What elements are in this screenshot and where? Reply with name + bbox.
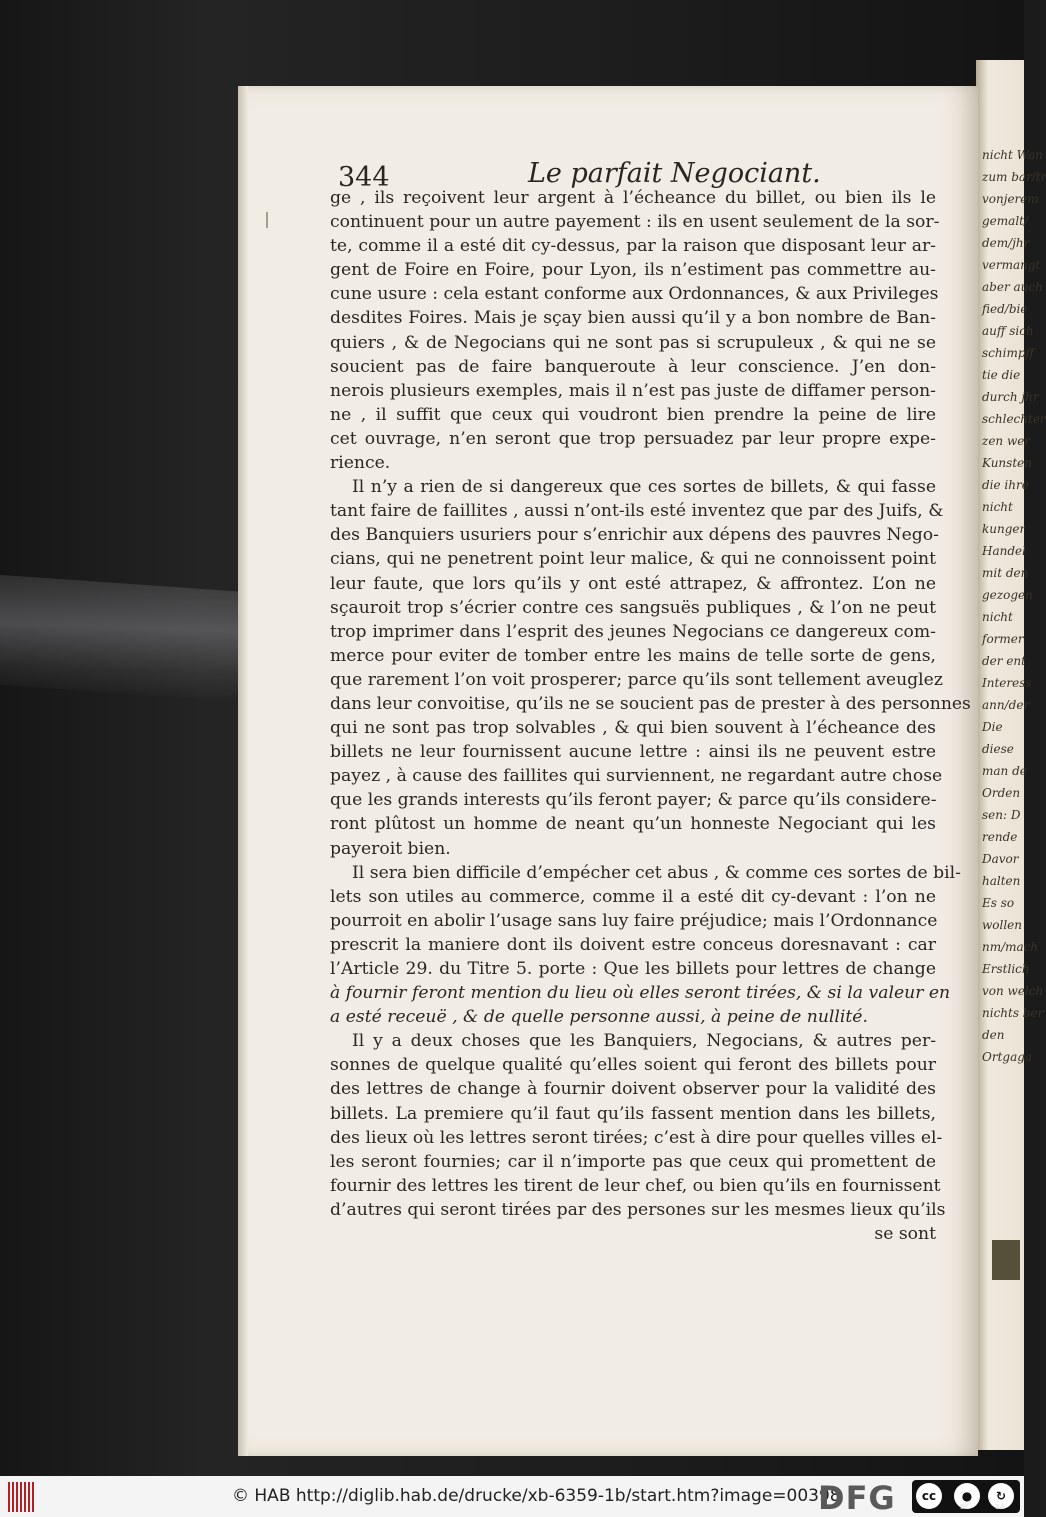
text-line: cians, qui ne penetrent point leur malice, & qui ne connoissent point [330,549,936,570]
facing-page-fragment: durch jhr [982,390,1039,404]
text-line: à fournir feront mention du lieu où elles seront tirées, & si la valeur en [330,983,951,1004]
facing-page-fragment: kunger [982,522,1026,536]
text-line: ront plûtost un homme de neant qu’un honneste Negociant qui les [330,814,936,835]
page-edge [238,86,248,1456]
facing-page-fragment: auff sich [982,324,1034,338]
facing-page-fragment: Ortgaga [982,1050,1033,1064]
facing-page-fragment: gezogen [982,588,1033,602]
facing-page-fragment: der ent [982,654,1026,668]
page-number: 344 [338,162,390,193]
text-line: gent de Foire en Foire, pour Lyon, ils n’estiment pas commettre au- [330,260,936,281]
facing-page-fragment: gemalt/ [982,214,1029,228]
cc-license-badge[interactable] [912,1480,1020,1513]
sa-label: SA [995,1503,1005,1511]
text-line: quiers , & de Negocians qui ne sont pas si scrupuleux , & qui ne se [330,332,936,353]
body-text [330,186,971,1246]
facing-page-fragment: zen wer [982,434,1031,448]
text-line: continuent pour un autre payement : ils en usent seulement de la sor- [330,212,940,233]
text-line: cet ouvrage, n’en seront que trop persuadez par leur propre expe- [330,428,936,449]
facing-page-fragment: Handel [982,544,1026,558]
running-title: Le parfait Negociant. [528,158,821,189]
text-line: a esté receuë , & de quelle personne aussi, à peine de nullité. [330,1007,868,1028]
credit-link[interactable]: © HAB http://diglib.hab.de/drucke/xb-6359-1b/start.htm?image=00398 [232,1486,841,1506]
facing-page-fragment: tie die [982,368,1021,382]
text-line: lets son utiles au commerce, comme il a esté dit cy-devant : l’on ne [330,886,936,907]
text-line: soucient pas de faire banqueroute à leur conscience. J’en don- [330,356,936,377]
facing-page-fragment: Interess [982,676,1032,690]
text-line: qui ne sont pas trop solvables , & qui bien souvent à l’écheance des [330,718,936,739]
facing-page-fragment: Die [982,720,1003,734]
text-line: les seront fournies; car il n’importe pas que ceux qui promettent de [330,1151,936,1172]
text-line: nerois plusieurs exemples, mais il n’est pas juste de diffamer person- [330,380,936,401]
by-label: BY [960,1503,969,1511]
facing-page-fragment: Orden [982,786,1021,800]
sa-icon: ↻ [988,1483,1014,1509]
text-line: payez , à cause des faillites qui surviennent, ne regardant autre chose [330,766,943,787]
text-line: sonnes de quelque qualité qu’elles soient qui feront des billets pour [330,1055,936,1076]
facing-page-fragment: rende [982,830,1018,844]
text-line: billets ne leur fournissent aucune lettre : ainsi ils ne peuvent estre [330,742,936,763]
facing-page-fragment: fied/bie [982,302,1028,316]
facing-page-fragment: nicht [982,500,1013,514]
facing-page-fragment: nm/mach [982,940,1039,954]
text-line: l’Article 29. du Titre 5. porte : Que les billets pour lettres de change [330,959,936,979]
facing-page-fragment: sen: D [982,808,1021,822]
facing-page-fragment: Kunsten [982,456,1032,470]
facing-page-fragment: vonjerem [982,192,1039,206]
text-line: desdites Foires. Mais je sçay bien aussi qu’il y a bon nombre de Ban- [330,308,936,329]
facing-page-fragment: vermangt [982,258,1041,272]
facing-page-fragment: ann/der [982,698,1030,712]
text-line: ge , ils reçoivent leur argent à l’écheance du billet, ou bien ils le [330,188,936,208]
facing-page-fragment: Davor [982,852,1019,866]
binding-band [992,1240,1020,1280]
facing-page-fragment: zum bar/tr [982,170,1046,184]
text-line: rience. [330,453,391,474]
text-line: ne , il suffit que ceux qui voudront bien prendre la peine de lire [330,404,936,425]
facing-page-fragment: Es so [982,896,1015,910]
text-line: d’autres qui seront tirées par des persones sur les mesmes lieux qu’ils [330,1199,946,1220]
text-line: prescrit la maniere dont ils doivent estre conceus doresnavant : car [330,934,936,955]
facing-page-fragment: aber auch [982,280,1043,294]
facing-page-fragment: den [982,1028,1005,1042]
facing-page-fragment: former [982,632,1024,646]
text-line: merce pour eviter de tomber entre les mains de telle sorte de gens, [330,645,936,666]
text-line: leur faute, que lors qu’ils y ont esté attrapez, & affrontez. L’on ne [330,573,936,594]
facing-page-fragment: diese [982,742,1014,756]
cc-icon: cc [916,1483,942,1509]
facing-page-fragment: dem/jhr [982,236,1030,250]
facing-page-fragment: Erstlich [982,962,1030,976]
text-line: se sont [874,1224,936,1245]
text-line: te, comme il a esté dit cy-dessus, par la raison que disposant leur ar- [330,236,936,257]
facing-page-fragment: nicht Wan [982,148,1043,162]
text-line: pourroit en abolir l’usage sans luy faire préjudice; mais l’Ordonnance [330,910,938,931]
text-line: des lettres de change à fournir doivent observer pour la validité des [330,1079,936,1100]
dfg-logo: DFG [818,1479,896,1517]
text-line: des Banquiers usuriers pour s’enrichir aux dépens des pauvres Nego- [330,525,939,546]
facing-page-fragment: schlechter [982,412,1046,426]
text-line: Il sera bien difficile d’empécher cet abus , & comme ces sortes de bil- [352,862,961,883]
margin-mark [266,212,268,228]
facing-page-fragment: nichts ber [982,1006,1044,1020]
facing-page-fragment: mit den [982,566,1029,580]
text-line: que les grands interests qu’ils feront payer; & parce qu’ils considere- [330,790,937,811]
by-icon: ● [954,1483,980,1509]
text-line: que rarement l’on voit prosperer; parce qu’ils sont tellement aveuglez [330,669,943,690]
facing-page-fragment: nicht [982,610,1013,624]
text-line: cune usure : cela estant conforme aux Ordonnances, & aux Privileges [330,284,939,305]
text-line: des lieux où les lettres seront tirées; c’est à dire pour quelles villes el- [330,1127,943,1148]
footer-bar [0,1476,1024,1517]
text-line: Il y a deux choses que les Banquiers, Negocians, & autres per- [352,1031,936,1052]
text-line: Il n’y a rien de si dangereux que ces sortes de billets, & qui fasse [352,477,936,498]
text-line: billets. La premiere qu’il faut qu’ils fassent mention dans les billets, [330,1103,936,1124]
facing-page-fragment: die ihre [982,478,1029,492]
text-line: payeroit bien. [330,838,451,859]
text-line: tant faire de faillites , aussi n’ont-ils esté inventez que par des Juifs, & [330,501,944,522]
hab-barcode-icon [8,1482,36,1512]
text-line: dans leur convoitise, qu’ils ne se soucient pas de prester à des personnes [330,693,971,714]
facing-page-fragment: wollen [982,918,1023,932]
facing-page-fragment: von welch [982,984,1044,998]
text-line: fournir des lettres les tirent de leur chef, ou bien qu’ils en fournissent [330,1175,941,1196]
facing-page-fragment: man de [982,764,1027,778]
text-line: sçauroit trop s’écrier contre ces sangsuës publiques , & l’on ne peut [330,597,936,618]
facing-page-fragment: schimpff [982,346,1035,360]
text-line: trop imprimer dans l’esprit des jeunes Negocians ce dangereux com- [330,621,936,642]
facing-page-fragment: halten [982,874,1021,888]
